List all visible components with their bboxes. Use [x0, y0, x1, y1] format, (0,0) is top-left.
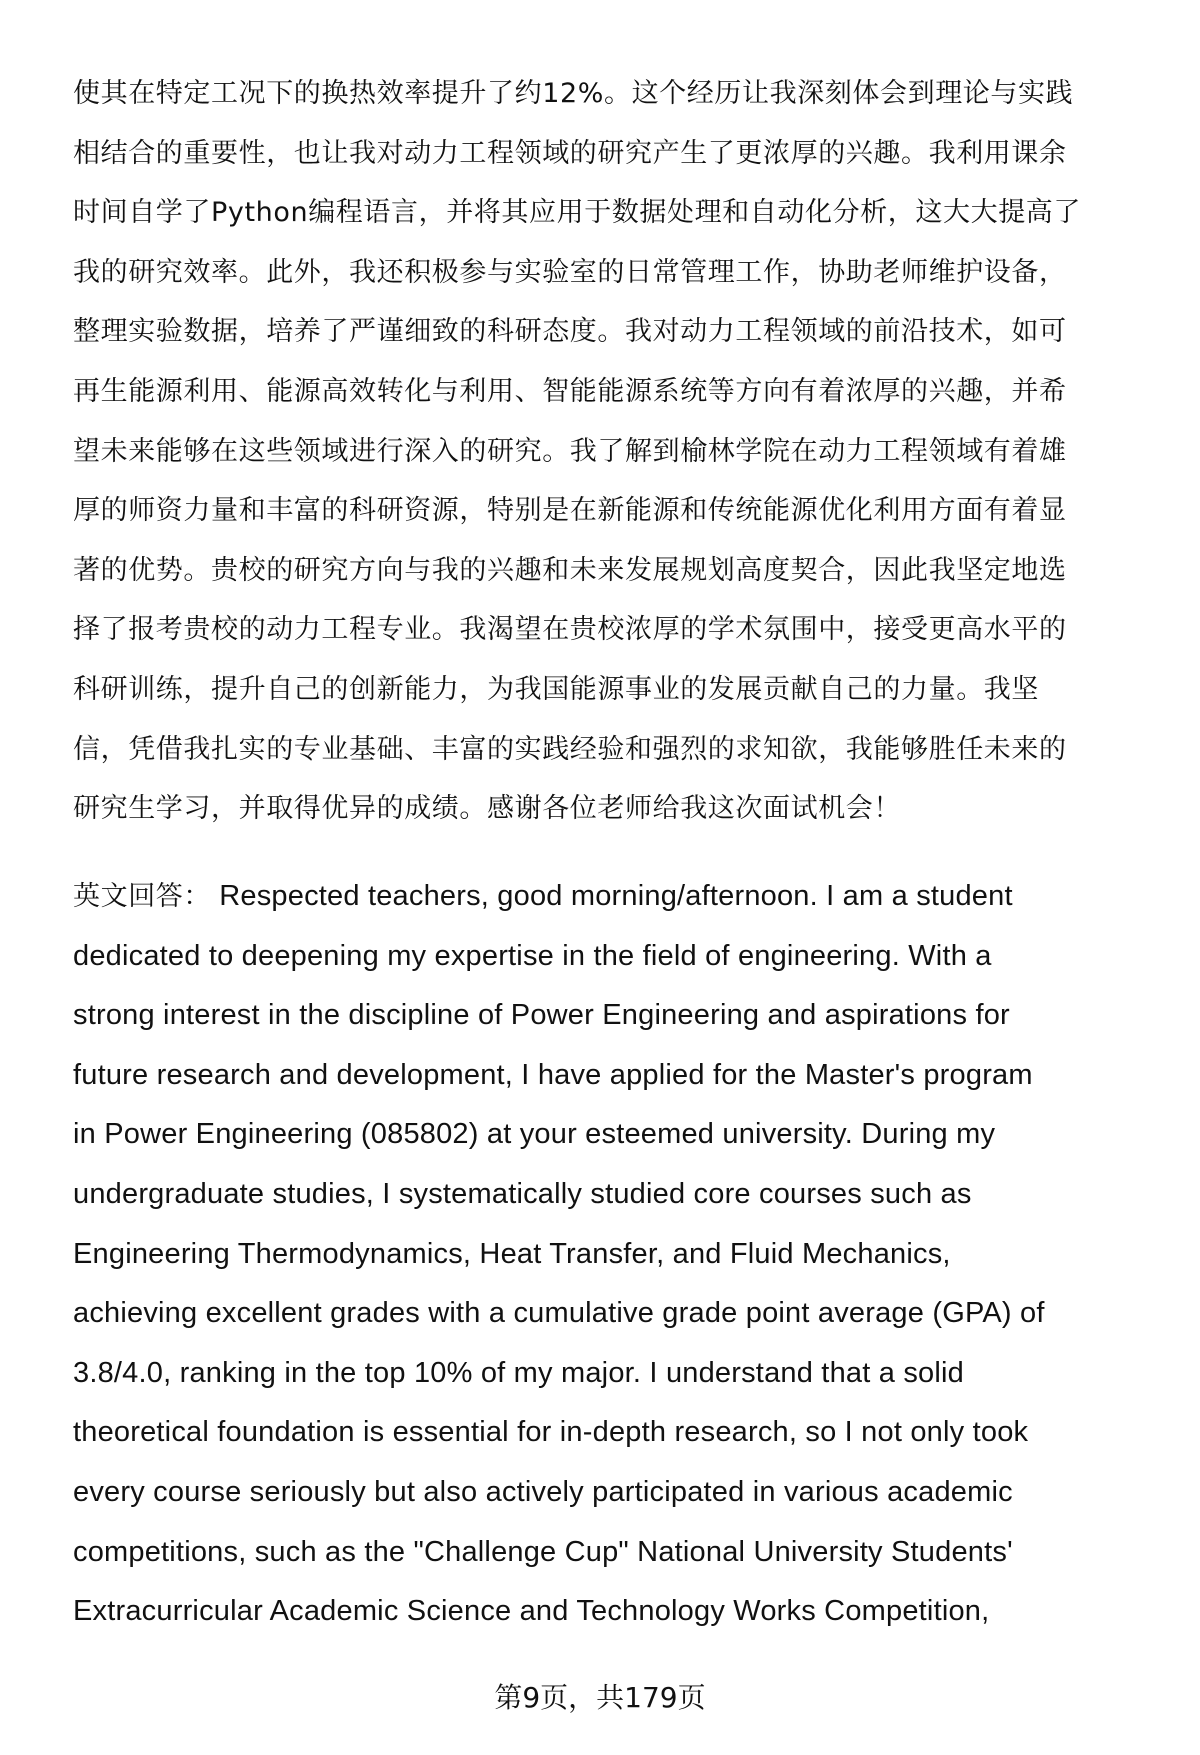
page-number: 第9页，共179页	[494, 1681, 706, 1714]
paragraph-line-chinese: 著的优势。贵校的研究方向与我的兴趣和未来发展规划高度契合，因此我坚定地选	[73, 554, 1067, 586]
paragraph-line-chinese: 相结合的重要性，也让我对动力工程领域的研究产生了更浓厚的兴趣。我利用课余	[73, 137, 1067, 169]
paragraph-line-chinese: 我的研究效率。此外，我还积极参与实验室的日常管理工作，协助老师维护设备，	[73, 256, 1067, 288]
paragraph-line-chinese: 望未来能够在这些领域进行深入的研究。我了解到榆林学院在动力工程领域有着雄	[73, 435, 1067, 467]
paragraph-line-english: strong interest in the discipline of Power Engineering and aspirations for	[73, 999, 1010, 1032]
paragraph-line-english: 3.8/4.0, ranking in the top 10% of my major. I understand that a solid	[73, 1356, 964, 1389]
english-answer-label: 英文回答：	[73, 881, 211, 912]
paragraph-line-english: theoretical foundation is essential for in-depth research, so I not only took	[73, 1416, 1029, 1449]
paragraph-line-chinese: 整理实验数据，培养了严谨细致的科研态度。我对动力工程领域的前沿技术，如可	[73, 316, 1067, 348]
paragraph-line-chinese: 再生能源利用、能源高效转化与利用、智能能源系统等方向有着浓厚的兴趣，并希	[73, 376, 1067, 407]
english-text: Respected teachers, good morning/afternoon. I am a student	[211, 880, 1013, 912]
paragraph-line-chinese: 研究生学习，并取得优异的成绩。感谢各位老师给我这次面试机会！	[73, 793, 901, 825]
paragraph-line-english: Extracurricular Academic Science and Technology Works Competition,	[73, 1595, 990, 1628]
paragraph-line-english: achieving excellent grades with a cumulative grade point average (GPA) of	[73, 1297, 1045, 1330]
paragraph-line-chinese: 使其在特定工况下的换热效率提升了约12%。这个经历让我深刻体会到理论与实践	[73, 78, 1074, 109]
paragraph-line-english: competitions, such as the "Challenge Cup" National University Students'	[73, 1535, 1013, 1568]
paragraph-line-english	[73, 876, 1013, 917]
paragraph-line-english: undergraduate studies, I systematically studied core courses such as	[73, 1178, 972, 1210]
paragraph-line-chinese: 信，凭借我扎实的专业基础、丰富的实践经验和强烈的求知欲，我能够胜任未来的	[73, 733, 1067, 765]
paragraph-line-english: future research and development, I have applied for the Master's program	[73, 1058, 1033, 1091]
paragraph-line-chinese: 择了报考贵校的动力工程专业。我渴望在贵校浓厚的学术氛围中，接受更高水平的	[73, 614, 1067, 646]
paragraph-line-chinese: 厚的师资力量和丰富的科研资源，特别是在新能源和传统能源优化利用方面有着显	[73, 495, 1067, 527]
paragraph-line-chinese: 科研训练，提升自己的创新能力，为我国能源事业的发展贡献自己的力量。我坚	[73, 674, 1039, 705]
paragraph-line-english: dedicated to deepening my expertise in the field of engineering. With a	[73, 939, 992, 972]
paragraph-line-english: in Power Engineering (085802) at your esteemed university. During my	[73, 1118, 996, 1151]
paragraph-line-english: every course seriously but also actively participated in various academic	[73, 1476, 1013, 1508]
paragraph-line-chinese: 时间自学了Python编程语言，并将其应用于数据处理和自动化分析，这大大提高了	[73, 197, 1081, 229]
paragraph-line-english: Engineering Thermodynamics, Heat Transfer, and Fluid Mechanics,	[73, 1237, 951, 1270]
